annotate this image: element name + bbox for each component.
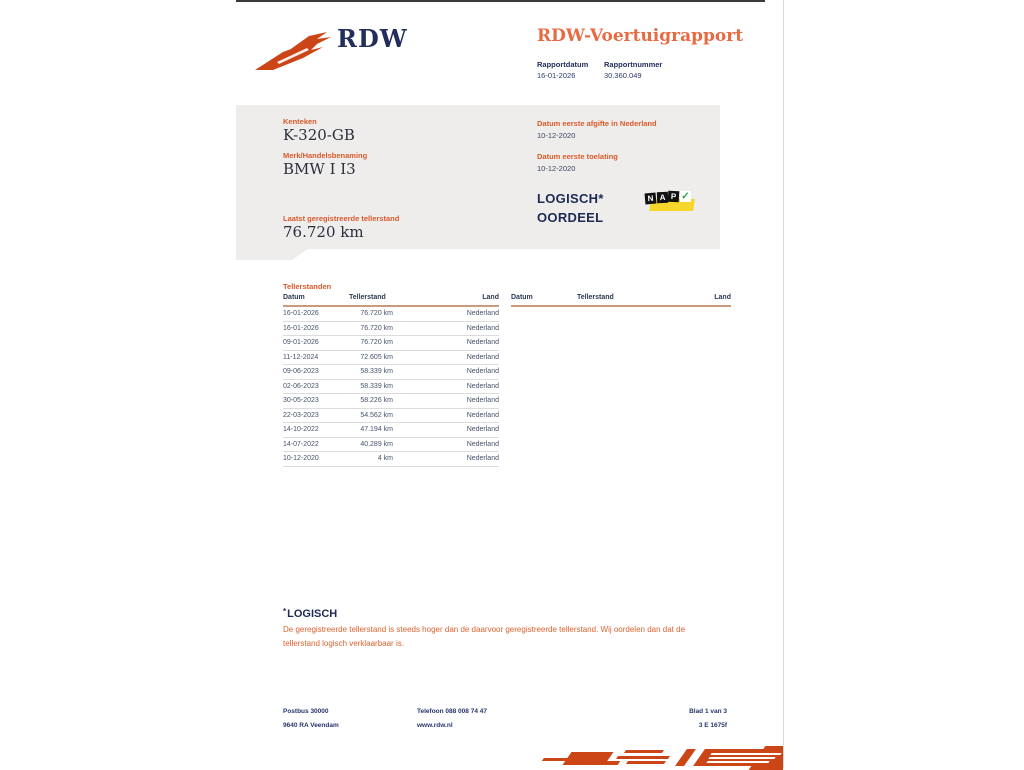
table-cell: Nederland (466, 339, 499, 347)
rapportdatum-label: Rapportdatum (537, 60, 589, 69)
kenteken-label: Kenteken (283, 117, 317, 126)
table-row (283, 438, 499, 453)
table-cell: Nederland (466, 353, 499, 361)
merk-value: BMW I I3 (283, 160, 356, 178)
tellerstand-label: Laatst geregistreerde tellerstand (283, 214, 400, 223)
table-cell: 72.605 km (360, 353, 393, 361)
oordeel-text (537, 189, 604, 227)
table-cell: Nederland (466, 324, 499, 332)
table-body (283, 307, 499, 467)
table-cell: Nederland (466, 440, 499, 448)
verdict-heading-text: LOGISCH (287, 608, 338, 620)
table-row (283, 452, 499, 467)
table-row (283, 409, 499, 424)
rapportnummer-label: Rapportnummer (604, 60, 663, 69)
merk-label: Merk/Handelsbenaming (283, 151, 368, 160)
table-row (283, 423, 499, 438)
nap-logo (645, 190, 697, 216)
footer-address-line1: Postbus 30000 (283, 708, 329, 715)
table-cell: Nederland (466, 397, 499, 405)
table-row (283, 380, 499, 395)
table-cell: 14-10-2022 (283, 426, 319, 434)
footer-page-number: Blad 1 van 3 (689, 708, 727, 715)
table-cell: 11-12-2024 (283, 353, 319, 361)
verdict-body: De geregistreerde tellerstand is steeds hoger dan de daarvoor geregistreerde tellerstand. Wij oordelen dan dat de tellerstand logisch verklaarbaar is. (283, 625, 686, 648)
col-header-land: Land (482, 294, 499, 301)
rdw-wing-icon (253, 30, 339, 76)
table-cell: 16-01-2026 (283, 310, 319, 318)
table-row (283, 307, 499, 322)
table-header-row (283, 294, 499, 307)
footer-address-line2: 9640 RA Veendam (283, 722, 339, 729)
table-header-row (511, 294, 731, 307)
afgifte-value: 10-12-2020 (537, 131, 576, 140)
table-row (283, 394, 499, 409)
panel-corner-flap (236, 249, 308, 260)
col-header-datum: Datum (283, 294, 305, 301)
table-cell: 58.339 km (360, 382, 393, 390)
table-cell: 54.562 km (360, 411, 393, 419)
tellerstanden-tables (283, 294, 731, 467)
table-cell: Nederland (466, 382, 499, 390)
rdw-logo-text: RDW (337, 24, 408, 53)
oordeel-line1: LOGISCH* (537, 191, 604, 206)
toelating-label: Datum eerste toelating (537, 152, 618, 161)
table-cell: 58.226 km (360, 397, 393, 405)
col-header-tellerstand: Tellerstand (349, 294, 386, 301)
table-cell: 02-06-2023 (283, 382, 319, 390)
footer-form-code: 3 E 1675f (698, 722, 727, 729)
table-cell: 14-07-2022 (283, 440, 319, 448)
table-cell: 16-01-2026 (283, 324, 319, 332)
page-title: RDW-Voertuigrapport (537, 26, 744, 46)
afgifte-label: Datum eerste afgifte in Nederland (537, 119, 657, 128)
table-row (283, 336, 499, 351)
table-cell: Nederland (466, 368, 499, 376)
footer-website: www.rdw.nl (417, 722, 453, 729)
nap-letter-a: A (656, 192, 667, 203)
rapportdatum-value: 16-01-2026 (537, 71, 576, 80)
table-cell: 58.339 km (360, 368, 393, 376)
table-cell: 47.194 km (360, 426, 393, 434)
table-cell: 76.720 km (360, 339, 393, 347)
table-cell: 76.720 km (360, 310, 393, 318)
table-row (283, 322, 499, 337)
vehicle-summary-panel (236, 105, 720, 249)
col-header-datum: Datum (511, 294, 533, 301)
table-cell: 40.289 km (360, 440, 393, 448)
nap-checkmark-icon: ✓ (681, 191, 690, 202)
table-cell: 10-12-2020 (283, 455, 319, 463)
col-header-tellerstand: Tellerstand (577, 294, 614, 301)
table-cell: 09-06-2023 (283, 368, 319, 376)
table-cell: Nederland (466, 310, 499, 318)
table-row (283, 351, 499, 366)
tellerstanden-heading: Tellerstanden (283, 282, 332, 291)
kenteken-value: K-320-GB (283, 126, 355, 144)
nap-letter-n: N (645, 193, 657, 205)
speed-stripes-graphic (541, 746, 783, 770)
table-cell: 30-05-2023 (283, 397, 319, 405)
page-right-edge (783, 0, 784, 768)
table-cell: 22-03-2023 (283, 411, 319, 419)
rapportnummer-value: 30.360.049 (604, 71, 642, 80)
footer-phone: Telefoon 088 008 74 47 (417, 708, 487, 715)
table-row (283, 365, 499, 380)
table-cell: Nederland (466, 426, 499, 434)
tellerstanden-table-left (283, 294, 499, 467)
toelating-value: 10-12-2020 (537, 164, 576, 173)
tellerstanden-table-right (511, 294, 731, 467)
verdict-asterisk: * (283, 607, 287, 616)
nap-letter-p: P (668, 190, 680, 202)
table-cell: Nederland (466, 455, 499, 463)
oordeel-line2: OORDEEL (537, 210, 604, 225)
table-cell: 76.720 km (360, 324, 393, 332)
tellerstand-value: 76.720 km (283, 223, 364, 241)
table-cell: 09-01-2026 (283, 339, 319, 347)
table-cell: 4 km (377, 455, 393, 463)
report-page (236, 0, 765, 768)
col-header-land: Land (714, 294, 731, 301)
verdict-heading (283, 607, 337, 620)
table-cell: Nederland (466, 411, 499, 419)
